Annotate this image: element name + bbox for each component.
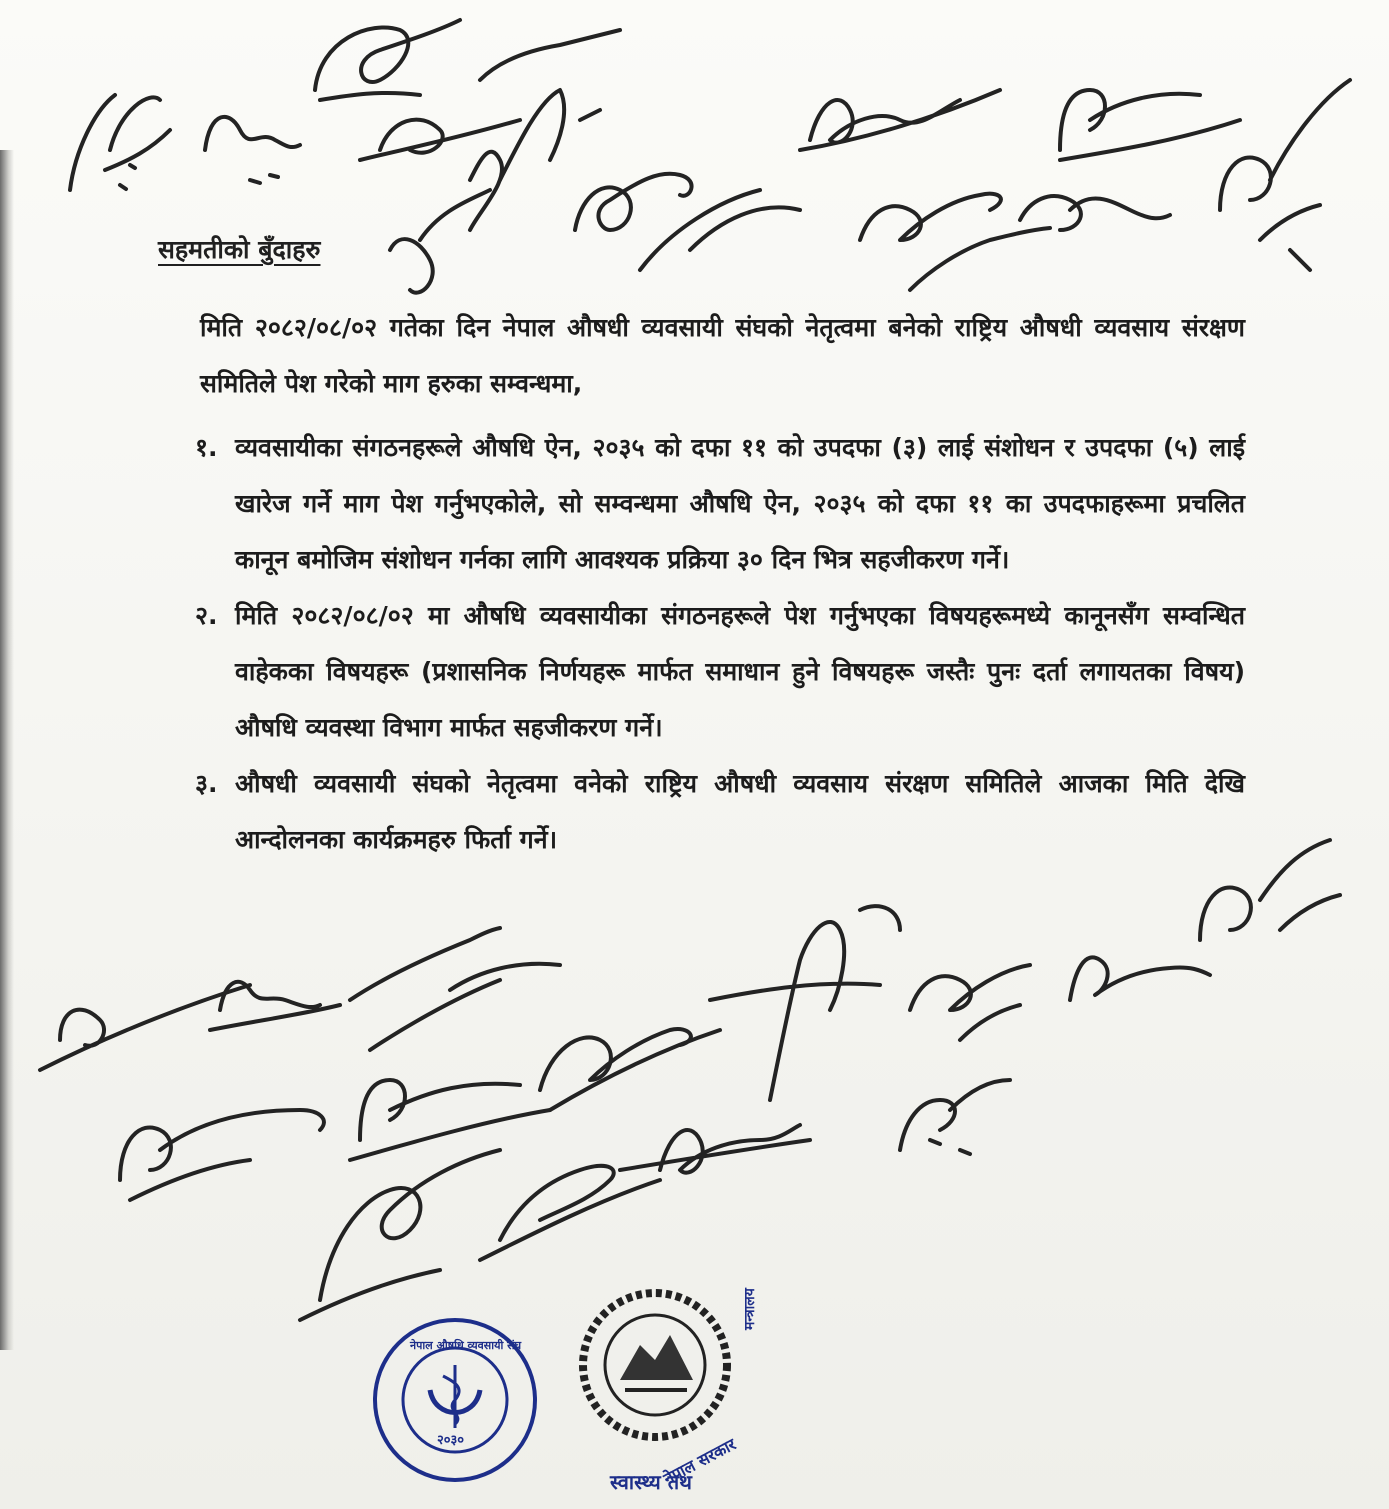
ministry-side-label: मन्त्रालय [742, 1288, 758, 1330]
point-text: मिति २०८२/०८/०२ मा औषधि व्यवसायीका संगठनहरूले पेश गर्नुभएका विषयहरूमध्ये कानूनसँग सम्वन्धित वाहेकका विषयहरू (प्रशासनिक निर्णयहरू मार्फत समाधान हुने विषयहरू जस्तैः पुनः दर्ता लगायतका विषय) औषधि व्यवस्था विभाग मार्फत सहजीकरण गर्ने। [235, 601, 1245, 742]
association-stamp-year: २०३० [437, 1433, 465, 1448]
association-stamp-name: नेपाल औषधि व्यवसायी संघ [410, 1339, 522, 1352]
page-edge-shadow [0, 150, 14, 1350]
point-text: औषधी व्यवसायी संघको नेतृत्वमा वनेको राष्ट्रिय औषधी व्यवसाय संरक्षण समितिले आजका मिति देखि आन्दोलनका कार्यक्रमहरु फिर्ता गर्ने। [235, 769, 1245, 854]
agreement-point [195, 420, 1245, 588]
point-number: ३. [195, 769, 218, 798]
point-number: १. [195, 433, 218, 462]
ministry-caption: स्वास्थ्य तथ [610, 1470, 692, 1494]
point-text: व्यवसायीका संगठनहरूले औषधि ऐन, २०३५ को दफा ११ को उपदफा (३) लाई संशोधन र उपदफा (५) लाई खारेज गर्ने माग पेश गर्नुभएकोले, सो सम्वन्धमा औषधि ऐन, २०३५ को दफा ११ का उपदफाहरूमा प्रचलित कानून बमोजिम संशोधन गर्नका लागि आवश्यक प्रक्रिया ३० दिन भित्र सहजीकरण गर्ने। [235, 433, 1245, 574]
document-heading: सहमतीको बुँदाहरु [158, 235, 321, 264]
agreement-points [195, 420, 1245, 868]
point-number: २. [195, 601, 218, 630]
intro-paragraph: मिति २०८२/०८/०२ गतेका दिन नेपाल औषधी व्यवसायी संघको नेतृत्वमा बनेको राष्ट्रिय औषधी व्यवसाय संरक्षण समितिले पेश गरेको माग हरुका सम्वन्धमा, [200, 313, 1245, 398]
ministry-stamp-seal [575, 1285, 735, 1445]
ministry-stamp-name: नेपाल सरकार [660, 1434, 739, 1489]
agreement-point [195, 756, 1245, 868]
association-stamp-seal [365, 1310, 545, 1490]
agreement-point [195, 588, 1245, 756]
